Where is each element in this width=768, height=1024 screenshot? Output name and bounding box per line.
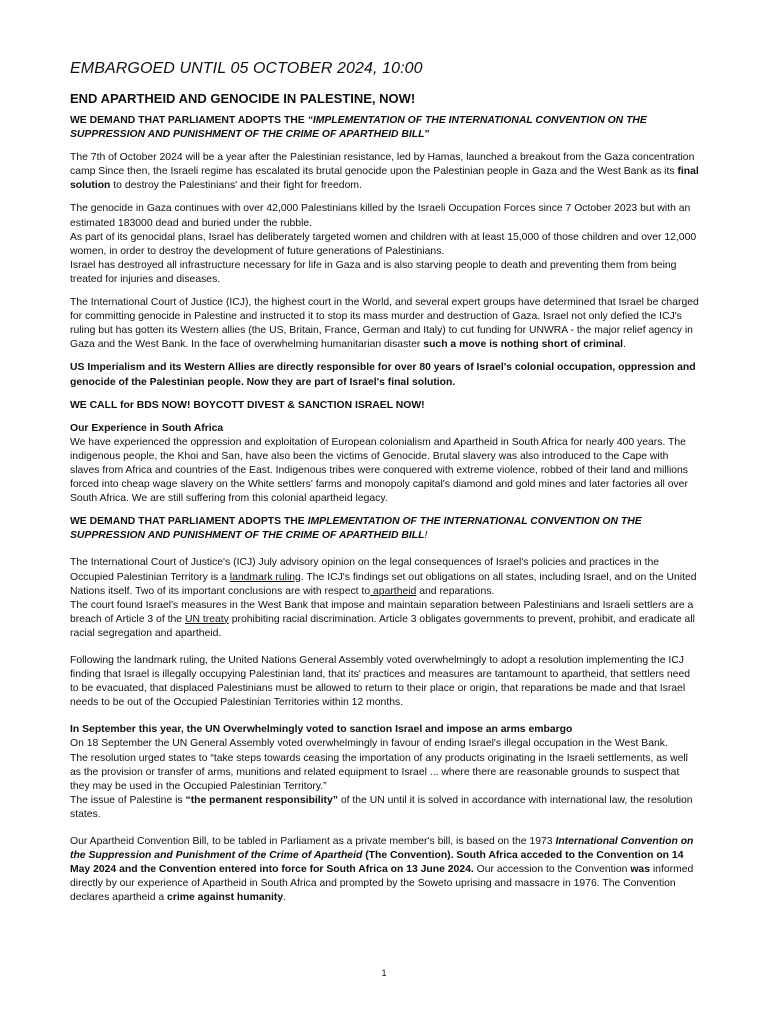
demand-paragraph-1: WE DEMAND THAT PARLIAMENT ADOPTS THE “IMPLEMENTATION OF THE INTERNATIONAL CONVENTION ON THE SUPPRESSION AND PUNISHMENT OF THE CRIME OF APARTHEID BILL” bbox=[70, 115, 647, 141]
section-heading: In September this year, the UN Overwhelmingly voted to sanction Israel and impose an arms embargo bbox=[70, 724, 573, 736]
demand-paragraph-2: WE DEMAND THAT PARLIAMENT ADOPTS THE IMPLEMENTATION OF THE INTERNATIONAL CONVENTION ON THE SUPPRESSION AND PUNISHMENT OF THE CRIME OF APARTHEID BILL! bbox=[70, 516, 642, 542]
link-un-treaty[interactable]: UN treaty bbox=[184, 613, 229, 625]
paragraph-october: The 7th of October 2024 will be a year after the Palestinian resistance, led by Hamas, launched a breakout from the Gaza concentration camp Since then, the Israeli regime has escalated its brutal genocide upon the Palestinian people in Gaza and the West Bank as its final solution to destroy the Palestinians' and their fight for freedom. bbox=[70, 152, 699, 192]
paragraph-icj-advisory: The International Court of Justice's (ICJ) July advisory opinion on the legal consequences of Israel's policies and practices in the Occupied Palestinian Territory is a landmark ruling. The ICJ's findings set out obligations on all states, including Israel, and on the United Nations itself. Two of its important conclusions are with respect to apartheid and reparations. The court found Israel's measures in the West Bank that impose and maintain separation between Palestinians and Israeli settlers are a breach of Article 3 of the UN treaty prohibiting racial discrimination. Article 3 obligates governments to prevent, prohibit, and eradicate all racial segregation and apartheid. bbox=[70, 557, 697, 639]
paragraph-icj-genocide: The International Court of Justice (ICJ), the highest court in the World, and several expert groups have determined that Israel be charged for committing genocide in Palestine and instructed it to stop its mass murder and destruction of Gaza. Israel not only defied the ICJ's ruling but has gotten its Western allies (the US, Britain, France, German and Italy) to cut funding for UNWRA - the major relief agency in Gaza and the West Bank. In the face of overwhelming humanitarian disaster such a move is nothing short of criminal. bbox=[70, 297, 699, 351]
headline: END APARTHEID AND GENOCIDE IN PALESTINE, NOW! bbox=[70, 91, 416, 106]
section-un-sanctions: In September this year, the UN Overwhelmingly voted to sanction Israel and impose an arms embargo On 18 September the UN General Assembly voted overwhelmingly in favour of ending Israel's illegal occupation in the West Bank. The resolution urged states to “take steps towards ceasing the importation of any products originating in the Israeli settlements, as well as the provision or transfer of arms, munitions and related equipment to Israel ... where there are reasonable grounds to suspect that they may be used in the Occupied Palestinian Territory.” The issue of Palestine is “the permanent responsibility” of the UN until it is solved in accordance with international law, the resolution states. bbox=[70, 724, 693, 820]
section-heading: Our Experience in South Africa bbox=[70, 422, 224, 434]
paragraph-genocide-stats: The genocide in Gaza continues with over 42,000 Palestinians killed by the Israeli Occupation Forces since 7 October 2023 but with an estimated 183000 dead and buried under the rubble. As part of its genocidal plans, Israel has deliberately targeted women and children with at least 15,000 of those children and over 12,000 women, in order to destroy the development of future generations of Palestinians. Israel has destroyed all infrastructure necessary for life in Gaza and is also starving people to death and preventing them from being treated for injuries and diseases. bbox=[70, 203, 697, 285]
link-landmark-ruling[interactable]: landmark ruling bbox=[229, 571, 301, 583]
page-number: 1 bbox=[381, 968, 387, 978]
paragraph-us-imperialism: US Imperialism and its Western Allies are directly responsible for over 80 years of Israel's colonial occupation, oppression and genocide of the Palestinian people. Now they are part of Israel's final solution. bbox=[70, 362, 696, 388]
paragraph-following-ruling: Following the landmark ruling, the United Nations General Assembly voted overwhelmingly to adopt a resolution implementing the ICJ finding that Israel is illegally occupying Palestinian land, that its' practices and measures are tantamount to apartheid, that settlers need to be evacuated, that displaced Palestinians must be allowed to return to their place or origin, that reparations be made and that Israel needs to be out of the Occupied Palestinian Territories within 12 months. bbox=[70, 655, 691, 709]
link-apartheid[interactable]: apartheid bbox=[370, 585, 417, 597]
embargo-notice: EMBARGOED UNTIL 05 OCTOBER 2024, 10:00 bbox=[70, 60, 423, 77]
paragraph-apartheid-bill: Our Apartheid Convention Bill, to be tabled in Parliament as a private member's bill, is based on the 1973 International Convention on the Suppression and Punishment of the Crime of Apartheid (The Convention). South Africa acceded to the Convention on 14 May 2024 and the Convention entered into force for South Africa on 13 June 2024. Our accession to the Convention was informed directly by our experience of Apartheid in South Africa and prompted by the Soweto uprising and massacre in 1976. The Convention declares apartheid a crime against humanity. bbox=[70, 836, 694, 904]
paragraph-bds-call: WE CALL for BDS NOW! BOYCOTT DIVEST & SANCTION ISRAEL NOW! bbox=[70, 399, 425, 411]
section-south-africa: Our Experience in South Africa We have experienced the oppression and exploitation of European colonialism and Apartheid in South Africa for nearly 400 years. The indigenous people, the Khoi and San, have also been the victims of Genocide. Brutal slavery was also introduced to the Cape with slaves from Africa and countries of the East. Indigenous tribes were conquered with extreme violence, robbed of their land and millions forced into cheap wage slavery on the White settlers' farms and monopoly capital's diamond and gold mines and later factories all over South Africa. We are still suffering from this colonial apartheid legacy. bbox=[70, 422, 688, 505]
